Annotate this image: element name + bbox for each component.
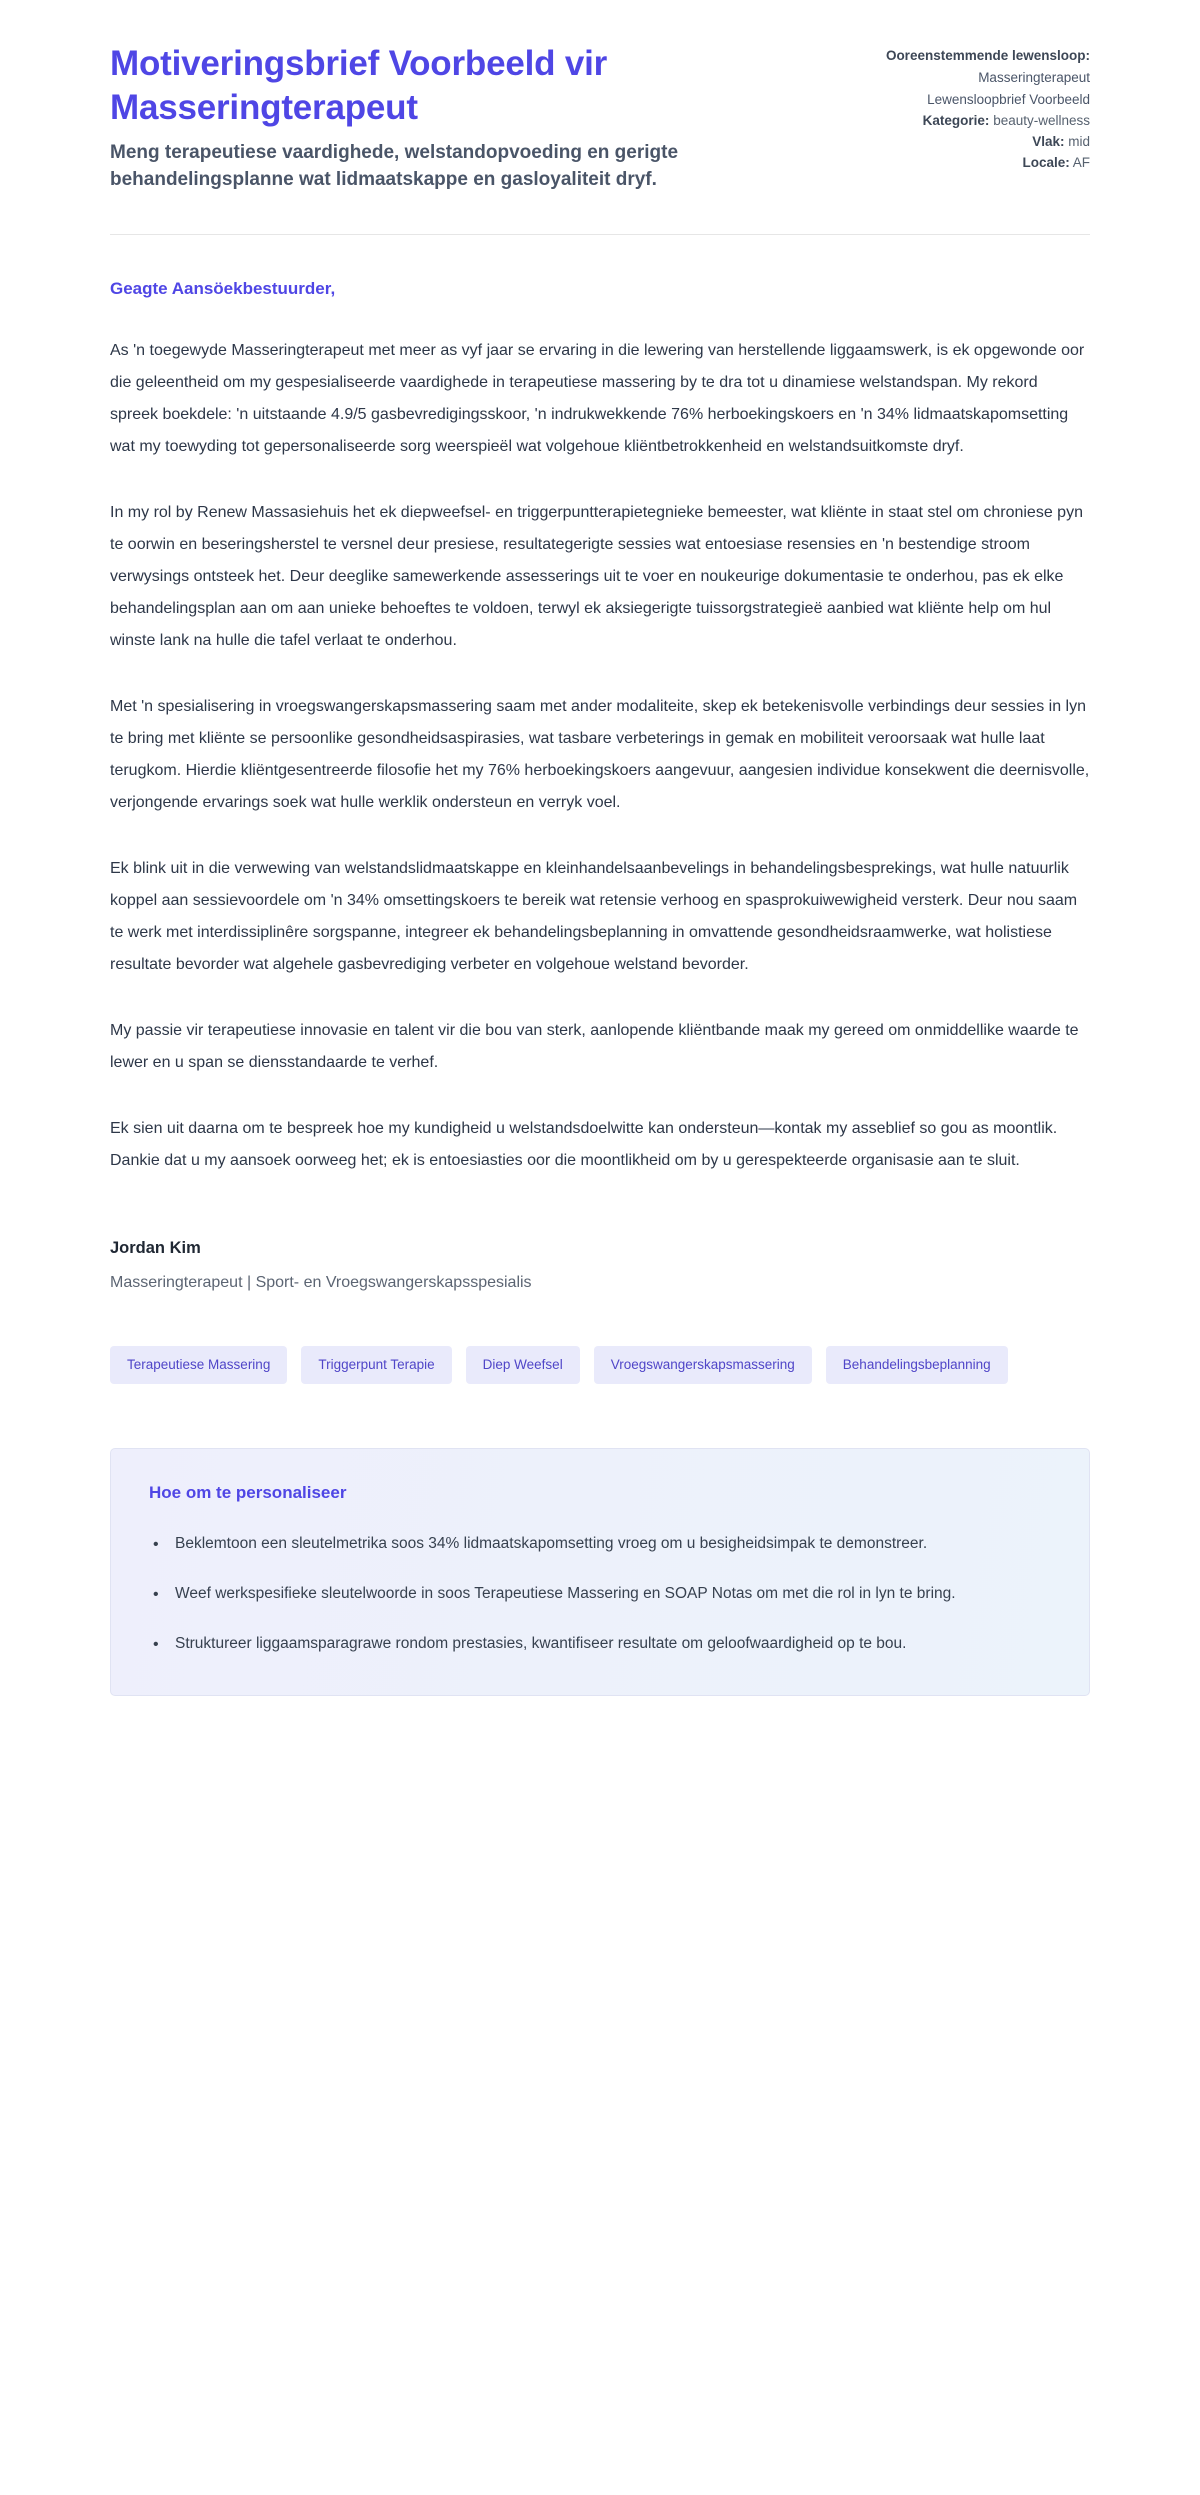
- letter-paragraph: As 'n toegewyde Masseringterapeut met meer as vyf jaar se ervaring in die lewering van herstellende liggaamswerk, is ek opgewonde oor die geleentheid om my gespesialiseerde vaardighede in terapeutiese massering by te dra tot u dinamiese welstandspan. My rekord spreek boekdele: 'n uitstaande 4.9/5 gasbevredigingsskoor, 'n indrukwekkende 76% herboekingskoers en 'n 34% lidmaatskapomsetting wat my toewyding tot gepersonaliseerde sorg weerspieël wat volgehoue kliëntbetrokkenheid en welstandsuitkomste dryf.: [110, 342, 1085, 456]
- category-label: Kategorie:: [922, 112, 990, 128]
- tag-chip[interactable]: Behandelingsbeplanning: [826, 1346, 1008, 1384]
- letter-paragraph: Met 'n spesialisering in vroegswangerskapsmassering saam met ander modaliteite, skep ek betekenisvolle verbindings deur sessies in lyn te bring met kliënte se persoonlike gesondheidsaspirasies, wat tasbare verbeterings in gemak en mobiliteit veroorsaak wat hulle laat terugkom. Hierdie kliëntgesentreerde filosofie het my 76% herboekingskoers aangevuur, aangesien individue konsekwent die deernisvolle, verjongende ervarings soek wat hulle werklik ondersteun en verryk voel.: [110, 698, 1090, 812]
- matching-resume-label: Ooreenstemmende lewensloop:: [885, 48, 1090, 63]
- level-label: Vlak:: [1032, 134, 1065, 149]
- header-title-block: [110, 42, 810, 194]
- page-subtitle: Meng terapeutiese vaardighede, welstandopvoeding en gerigte behandelingsplanne wat lidmaatskappe en gasloyaliteit dryf.: [110, 142, 679, 191]
- matching-resume-meta: [852, 46, 1090, 66]
- letter-paragraph: Ek sien uit daarna om te bespreek hoe my kundigheid u welstandsdoelwitte kan ondersteun—kontak my asseblief so gou as moontlik. Dankie dat u my aansoek oorweeg het; ek is entoesiasties oor die moontlikheid om by u gerespekteerde organisasie aan te sluit.: [110, 1120, 1058, 1170]
- tag-chip[interactable]: Terapeutiese Massering: [110, 1346, 287, 1384]
- callout-tip-list: [149, 1529, 1051, 1660]
- document-metadata: [852, 42, 1090, 174]
- document-header: [110, 42, 1090, 194]
- signature-role: Masseringterapeut | Sport- en Vroegswangerskapsspesialis: [110, 1274, 532, 1292]
- personalization-callout: [110, 1448, 1090, 1697]
- tag-list: [110, 1346, 1050, 1384]
- letter-body: [110, 279, 1090, 1292]
- callout-tip-item: • Beklemtoon een sleutelmetrika soos 34% lidmaatskapomsetting vroeg om u besigheidsimpak te demonstreer.: [149, 1529, 1051, 1559]
- page-title: Motiveringsbrief Voorbeeld vir Masseringterapeut: [110, 44, 608, 128]
- tag-chip[interactable]: Triggerpunt Terapie: [301, 1346, 451, 1384]
- callout-tip-item: • Weef werkspesifieke sleutelwoorde in soos Terapeutiese Massering en SOAP Notas om met die rol in lyn te bring.: [149, 1579, 1051, 1609]
- category-meta: [852, 111, 1090, 131]
- locale-meta: [852, 153, 1090, 173]
- matching-resume-value-line2: Lewensloopbrief Voorbeeld: [927, 91, 1090, 107]
- header-divider: [110, 234, 1090, 235]
- matching-resume-value-line1: Masseringterapeut: [978, 70, 1090, 86]
- callout-tip-item: • Struktureer liggaamsparagrawe rondom prestasies, kwantifiseer resultate om geloofwaardigheid op te bou.: [149, 1629, 1051, 1659]
- tag-chip[interactable]: Diep Weefsel: [466, 1346, 580, 1384]
- level-meta: [852, 132, 1090, 152]
- callout-title: Hoe om te personaliseer: [149, 1482, 347, 1502]
- tag-chip[interactable]: Vroegswangerskapsmassering: [594, 1346, 812, 1384]
- locale-label: Locale:: [1022, 155, 1070, 171]
- level-value: mid: [1068, 134, 1090, 149]
- letter-paragraph: In my rol by Renew Massasiehuis het ek diepweefsel- en triggerpuntterapietegnieke bemeester, wat kliënte in staat stel om chroniese pyn te oorwin en beseringsherstel te versnel deur presiese, resultategerigte sessies wat entoesiase resensies en 'n bestendige stroom verwysings ontsteek het. Deur deeglike samewerkende assesserings uit te voer en noukeurige dokumentasie te onderhou, pas ek elke behandelingsplan aan om aan unieke behoeftes te voldoen, terwyl ek aksiegerigte tuissorgstrategieë aanbied wat kliënte help om hul winste lank na hulle die tafel verlaat te onderhou.: [110, 504, 1083, 650]
- category-value: beauty-wellness: [993, 112, 1090, 128]
- letter-paragraph: My passie vir terapeutiese innovasie en talent vir die bou van sterk, aanlopende kliëntbande maak my gereed om onmiddellike waarde te lewer en u span se diensstandaarde te verhef.: [110, 1022, 1079, 1072]
- signature-block: [110, 1239, 1090, 1292]
- letter-paragraph: Ek blink uit in die verwewing van welstandslidmaatskappe en kleinhandelsaanbevelings in behandelingsbesprekings, wat hulle natuurlik koppel aan sessievoordele om 'n 34% omsettingskoers te bereik wat retensie verhoog en spasprokuiwewigheid versterk. Deur nou saam te werk met interdissiplinêre sorgspanne, integreer ek behandelingsbeplanning in omvattende gesondheidsraamwerke, wat holistiese resultate bevorder wat algehele gasbevrediging verbeter en volgehoue welstand bevorder.: [110, 860, 1078, 974]
- locale-value: AF: [1072, 155, 1090, 171]
- signature-name: Jordan Kim: [110, 1239, 201, 1258]
- letter-greeting: Geagte Aansöekbestuurder,: [110, 279, 336, 299]
